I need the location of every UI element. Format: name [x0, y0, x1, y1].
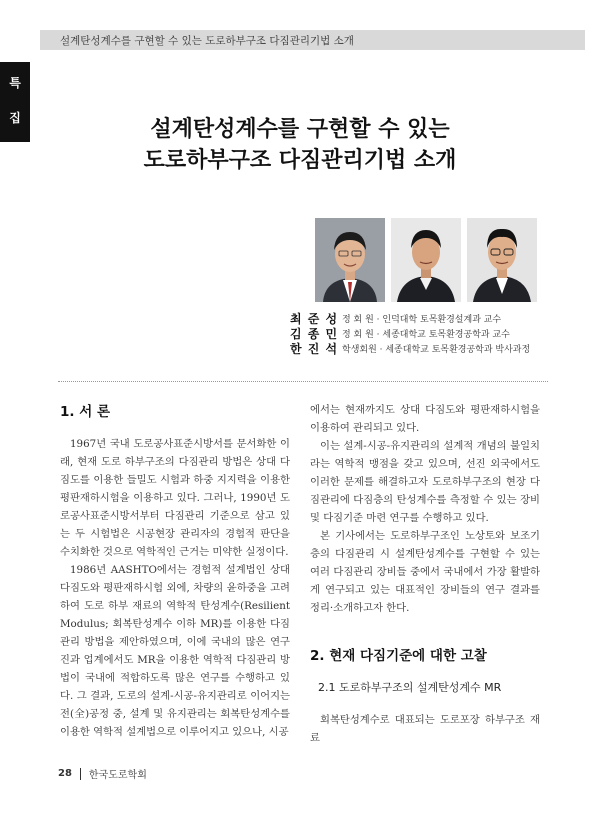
body-paragraph: 1986년 AASHTO에서는 경험적 설계법인 상대다짐도와 평판재하시험 외에, 차량의 윤하중을 고려하여 도로 하부 재료의 역학적 탄성계수(Resilient Modulus; 회복탄성계수 이하 MR)를 이용한 다짐관리 방법을 제안하였으며, 이에 국내의 많은 연구진과 업계에서도 MR을 이용한 역학적 다짐관리 방법이 국내에 적합하도록 많은 연구를 수행하고 있다. 그 결과, 도로의 설계-시공-유지관리로 이어지는 전(全)공정 중, 설계 및 유지관리는 회복탄성계수를 이용한 역학적 설계법으로 이루어지고 있으나, 시공	[60, 564, 290, 738]
section-divider	[58, 381, 548, 382]
section-heading-intro: 1. 서 론	[60, 404, 111, 420]
section-heading-current-criteria: 2. 현재 다짐기준에 대한 고찰	[310, 648, 487, 664]
body-paragraph: 이는 설계-시공-유지관리의 설계적 개념의 불일치라는 역학적 맹점을 갖고 있으며, 선진 외국에서도 이러한 문제를 해결하고자 도로하부구조의 현장 다짐관리에 다짐층의 탄성계수를 측정할 수 있는 장비 및 다짐기준 마련 연구를 수행하고 있다.	[310, 440, 540, 524]
body-paragraph: 1967년 국내 도로공사표준시방서를 문서화한 이래, 현재 도로 하부구조의 다짐관리 방법은 상대 다짐도를 이용한 들밀도 시험과 하중 지지력을 이용한 평판재하시험을 이용하고 있다. 그러나, 1990년 도로공사표준시방서부터 다짐관리 기준으로 삼고 있는 두 시험법은 시공현장 관리자의 경험적 판단을 수치화한 것으로 역학적인 근거는 미약한 실정이다.	[60, 438, 290, 558]
body-paragraph: 회복탄성계수로 대표되는 도로포장 하부구조 재료	[310, 714, 540, 744]
page-footer	[58, 766, 147, 781]
right-column	[310, 401, 540, 747]
section-tab	[0, 62, 30, 142]
article-title-line-1: 설계탄성계수를 구현할 수 있는	[150, 117, 450, 142]
body-paragraph: 본 기사에서는 도로하부구조인 노상토와 보조기층의 다짐관리 시 설계탄성계수를 구현할 수 있는 여러 다짐관리 장비들 중에서 국내에서 가장 활발하게 연구되고 있는 대표적인 장비들의 연구 결과를 정리·소개하고자 한다.	[310, 530, 540, 614]
author-name: 한 진 석	[290, 342, 339, 356]
subsection-heading: 2.1 도로하부구조의 설계탄성계수 MR	[318, 681, 502, 694]
author-name: 최 준 성	[290, 312, 339, 326]
author-photo-2	[391, 218, 461, 302]
left-column	[60, 403, 290, 741]
author-row	[290, 311, 590, 326]
author-list	[290, 311, 590, 356]
section-tab-char-1: 특	[9, 76, 21, 90]
author-affiliation: 학생회원 · 세종대학교 토목환경공학과 박사과정	[342, 345, 531, 355]
section-tab-char-2: 집	[9, 111, 21, 125]
author-photo-3	[467, 218, 537, 302]
article-title-line-2: 도로하부구조 다짐관리기법 소개	[143, 148, 457, 173]
author-affiliation: 정 회 원 · 세종대학교 토목환경공학과 교수	[342, 330, 510, 340]
running-title: 설계탄성계수를 구현할 수 있는 도로하부구조 다짐관리기법 소개	[60, 35, 354, 47]
author-row	[290, 326, 590, 341]
author-row	[290, 341, 590, 356]
author-affiliation: 정 회 원 · 인덕대학 토목환경설계과 교수	[342, 315, 502, 325]
author-name: 김 종 민	[290, 327, 339, 341]
author-photo-1	[315, 218, 385, 302]
body-paragraph: 에서는 현재까지도 상대 다짐도와 평판재하시험을 이용하여 관리되고 있다.	[310, 404, 540, 434]
footer-divider	[80, 768, 81, 780]
publisher-name: 한국도로학회	[88, 770, 147, 781]
running-header	[40, 30, 585, 50]
page-number: 28	[58, 768, 72, 779]
